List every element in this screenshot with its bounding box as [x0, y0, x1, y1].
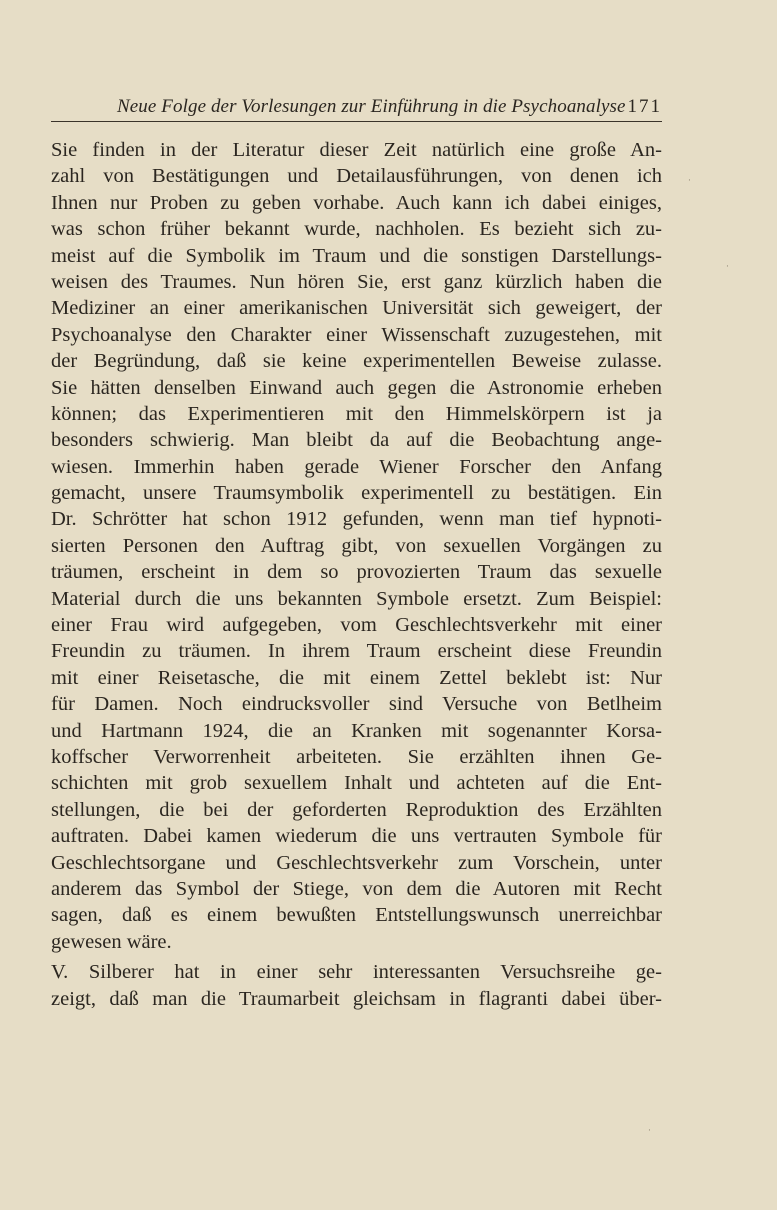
text-line: weisen des Traumes. Nun hören Sie, erst ganz kürzlich haben die: [51, 270, 662, 293]
text-line: stellungen, die bei der geforderten Reproduktion des Erzählten: [51, 798, 662, 821]
paragraph-1: [51, 137, 662, 955]
header-rule: [51, 121, 662, 122]
text-line: gewesen wäre.: [51, 930, 172, 953]
speck: ·: [688, 176, 691, 186]
text-line: koffscher Verworrenheit arbeiteten. Sie erzählten ihnen Ge-: [51, 745, 662, 768]
text-line: Psychoanalyse den Charakter einer Wissenschaft zuzugestehen, mit: [51, 323, 662, 346]
text-line: zeigt, daß man die Traumarbeit gleichsam in flagranti dabei über-: [51, 987, 662, 1010]
text-line: können; das Experimentieren mit den Himmelskörpern ist ja: [51, 402, 662, 425]
text-line: Geschlechtsorgane und Geschlechtsverkehr zum Vorschein, unter: [51, 851, 662, 874]
paragraph-2: [51, 959, 662, 1012]
text-line: Freundin zu träumen. In ihrem Traum erscheint diese Freundin: [51, 640, 662, 663]
page-number: 171: [627, 96, 662, 117]
text-line: auftraten. Dabei kamen wiederum die uns vertrauten Symbole für: [51, 825, 662, 848]
text-line: sagen, daß es einem bewußten Entstellungswunsch unerreichbar: [51, 904, 662, 927]
text-line: wiesen. Immerhin haben gerade Wiener Forscher den Anfang: [51, 455, 662, 478]
text-line: mit einer Reisetasche, die mit einem Zettel beklebt ist: Nur: [51, 666, 662, 689]
text-line: Material durch die uns bekannten Symbole ersetzt. Zum Beispiel:: [51, 587, 662, 610]
speck: ·: [726, 262, 729, 272]
text-line: schichten mit grob sexuellem Inhalt und achteten auf die Ent-: [51, 772, 662, 795]
text-line: einer Frau wird aufgegeben, vom Geschlechtsverkehr mit einer: [51, 614, 662, 637]
text-line: zahl von Bestätigungen und Detailausführungen, von denen ich: [51, 165, 662, 188]
text-line: meist auf die Symbolik im Traum und die sonstigen Darstellungs-: [51, 244, 662, 267]
text-line: sierten Personen den Auftrag gibt, von sexuellen Vorgängen zu: [51, 534, 662, 557]
text-line: Mediziner an einer amerikanischen Universität sich geweigert, der: [51, 297, 662, 320]
text-line: V. Silberer hat in einer sehr interessanten Versuchsreihe ge-: [51, 961, 662, 984]
text-line: anderem das Symbol der Stiege, von dem die Autoren mit Recht: [51, 877, 662, 900]
running-header: [51, 96, 662, 122]
text-line: besonders schwierig. Man bleibt da auf die Beobachtung ange-: [51, 429, 662, 452]
running-head-title: Neue Folge der Vorlesungen zur Einführung in die Psychoanalyse: [117, 96, 626, 117]
text-line: Ihnen nur Proben zu geben vorhabe. Auch kann ich dabei einiges,: [51, 191, 662, 214]
text-line: Dr. Schrötter hat schon 1912 gefunden, wenn man tief hypnoti-: [51, 508, 662, 531]
speck: ·: [648, 1126, 651, 1136]
text-line: Sie finden in der Literatur dieser Zeit natürlich eine große An-: [51, 139, 662, 161]
text-line: was schon früher bekannt wurde, nachholen. Es bezieht sich zu-: [51, 218, 662, 241]
text-line: gemacht, unsere Traumsymbolik experimentell zu bestätigen. Ein: [51, 482, 662, 505]
text-line: Sie hätten denselben Einwand auch gegen die Astronomie erheben: [51, 376, 662, 399]
body-text: [51, 137, 662, 1012]
text-line: der Begründung, daß sie keine experimentellen Beweise zulasse.: [51, 350, 662, 373]
text-line: für Damen. Noch eindrucksvoller sind Versuche von Betlheim: [51, 693, 662, 716]
text-line: träumen, erscheint in dem so provozierten Traum das sexuelle: [51, 561, 662, 584]
text-line: und Hartmann 1924, die an Kranken mit sogenannter Korsa-: [51, 719, 662, 742]
